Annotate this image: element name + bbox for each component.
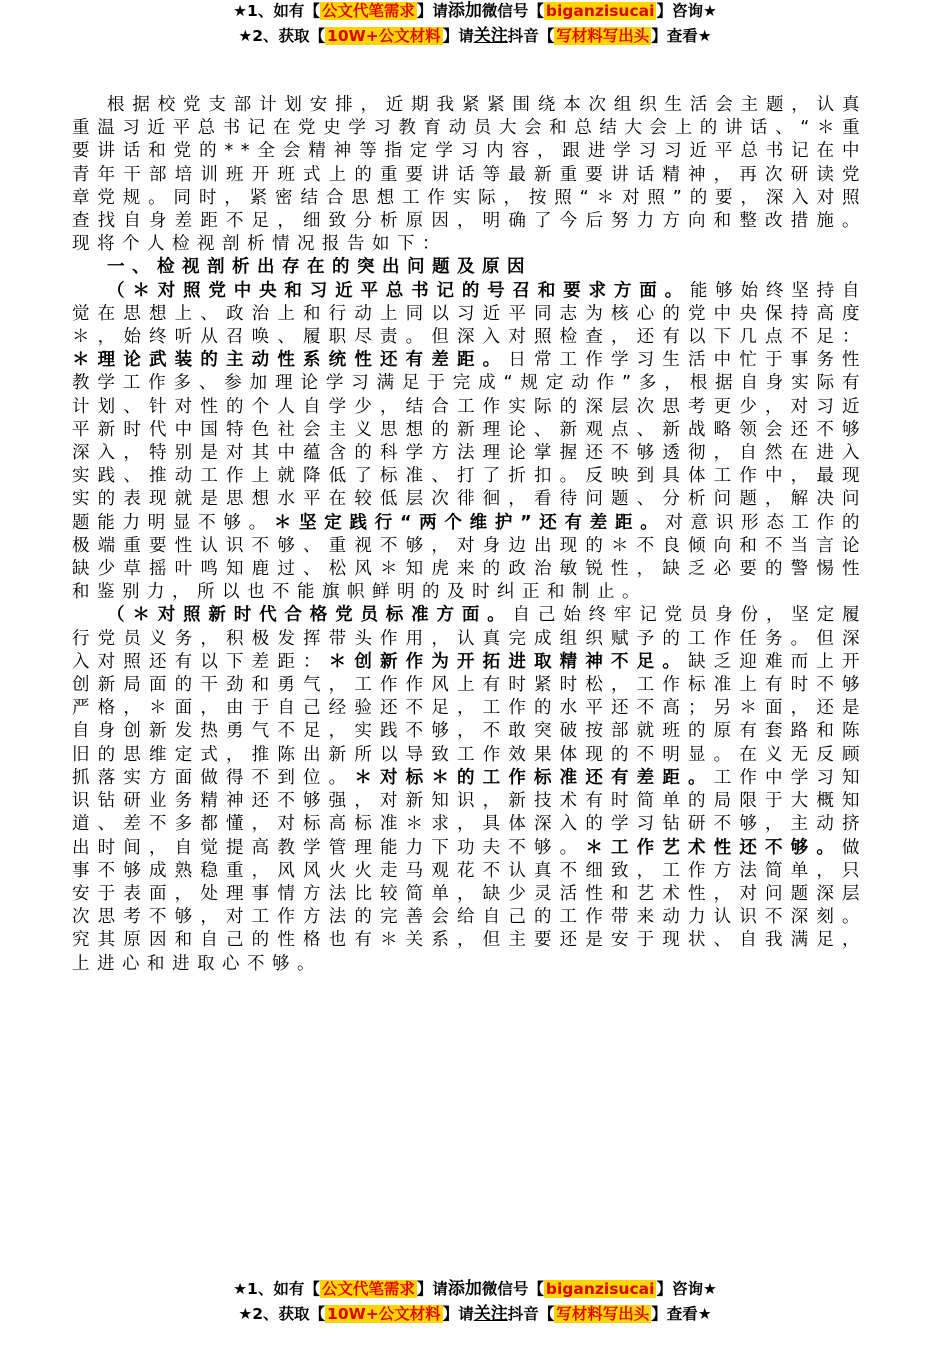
paragraph-text: 能够始终坚持自觉在思想上、政治上和行动上同以习近平同志为核心的党中央保持高度＊，始终听从召唤、履职尽责。但深入对照检查，还有以下几点不足： bbox=[72, 280, 868, 348]
highlight-wechat-id: biganzisucai bbox=[545, 2, 655, 20]
banner-text: 抖音【 bbox=[507, 1305, 555, 1323]
paragraph-text: 工作中学习知识钻研业务精神还不够强，对新知识，新技术有时简单的局限于大概知道、差不多都懂，对标高标准＊求，具体深入的学习钻研不够，主动挤出时间，自觉提高教学管理能力下功夫不够。 bbox=[72, 767, 868, 858]
paragraph-party-member-standard bbox=[72, 604, 867, 975]
paragraph-heading: （＊对照党中央和习近平总书记的号召和要求方面。 bbox=[107, 280, 690, 301]
highlight-materials: 10W+公文材料 bbox=[327, 27, 441, 45]
point-heading: ＊工作艺术性还不够。 bbox=[585, 837, 843, 858]
paragraph-text: 日常工作学习生活中忙于事务性教学工作多、参加理论学习满足于完成“规定动作”多，根据自身实际有计划、针对性的个人自学少，结合工作实际的深层次思考更少，对习近平新时代中国特色社会主义思想的新理论、新观点、新战略领会还不够深入，特别是对其中蕴含的科学方法理论掌握还不够透彻，自然在进入实践、推动工作上就降低了标准、打了折扣。反映到具体工作中，最现实的表现就是思想水平在较低层次徘徊，看待问题、分析问题，解决问题能力明显不够。 bbox=[72, 350, 868, 533]
banner-text: 关注 bbox=[473, 26, 508, 46]
highlight-materials: 10W+公文材料 bbox=[327, 1305, 441, 1323]
banner-text: 】咨询★ bbox=[656, 2, 717, 20]
banner-text: ★2、获取【 bbox=[238, 27, 326, 45]
highlight-douyin: 写材料写出头 bbox=[556, 27, 650, 45]
banner-text: ★1、如有【 bbox=[233, 2, 320, 20]
banner-text: 】请 bbox=[442, 27, 474, 45]
paragraph-text: 做事不够成熟稳重，风风火火走马观花不认真不细致，工作方法简单，只安于表面，处理事情方法比较简单，缺少灵活性和艺术性，对问题深层次思考不够，对工作方法的完善会给自己的工作带来动力认识不深刻。究其原因和自己的性格也有＊关系，但主要还是安于现状、自我满足，上进心和进取心不够。 bbox=[72, 837, 868, 974]
point-heading: ＊理论武装的主动性系统性还有差距。 bbox=[72, 350, 509, 371]
highlight-wechat-id: biganzisucai bbox=[545, 1280, 655, 1298]
banner-text: 微信号【 bbox=[481, 2, 544, 20]
banner-line-2 bbox=[0, 1303, 950, 1325]
highlight-douyin: 写材料写出头 bbox=[556, 1305, 650, 1323]
paragraph-party-central bbox=[72, 280, 867, 605]
point-heading: ＊对标＊的工作标准还有差距。 bbox=[354, 767, 714, 788]
document-body bbox=[72, 94, 867, 976]
banner-text: ★1、如有【 bbox=[233, 1280, 320, 1298]
section-heading bbox=[72, 256, 867, 279]
banner-text: 】请 bbox=[416, 2, 448, 20]
banner-line-1 bbox=[0, 0, 950, 22]
banner-line-1 bbox=[0, 1278, 950, 1300]
paragraph-heading: （＊对照新时代合格党员标准方面。 bbox=[107, 605, 513, 626]
banner-text: 微信号【 bbox=[481, 1280, 544, 1298]
banner-text: 添加 bbox=[447, 1, 482, 21]
point-heading: ＊坚定践行“两个维护”还有差距。 bbox=[273, 512, 666, 533]
paragraph-text: 自己始终牢记党员身份，坚定履行党员义务，积极发挥带头作用，认真完成组织赋予的工作任务。但深入对照还有以下差距： bbox=[72, 605, 868, 672]
banner-text: 添加 bbox=[447, 1279, 482, 1299]
point-heading: ＊创新作为开拓进取精神不足。 bbox=[328, 651, 689, 672]
intro-paragraph: 根据校党支部计划安排，近期我紧紧围绕本次组织生活会主题，认真重温习近平总书记在党史学习教育动员大会和总结大会上的讲话、“＊重要讲话和党的**全会精神等指定学习内容，跟进学习习近平总书记在中青年干部培训班开班式上的重要讲话等最新重要讲话精神，再次研读党章党规。同时，紧密结合思想工作实际，按照“＊对照”的要，深入对照查找自身差距不足，细致分析原因，明确了今后努力方向和整改措施。现将个人检视剖析情况报告如下： bbox=[72, 95, 867, 255]
paragraph-text: 对意识形态工作的极端重要性认识不够、重视不够，对身边出现的＊不良倾向和不当言论缺少草摇叶鸣知鹿过、松风＊知虎来的政治敏锐性，缺乏必要的警惕性和鉴别力，所以也不能旗帜鲜明的及时纠正和制止。 bbox=[72, 512, 867, 603]
highlight-service: 公文代笔需求 bbox=[321, 1280, 415, 1298]
banner-text: 抖音【 bbox=[507, 27, 555, 45]
banner-text: 】请 bbox=[442, 1305, 474, 1323]
banner-line-2 bbox=[0, 25, 950, 47]
banner-text: 】查看★ bbox=[651, 27, 712, 45]
banner-text: ★2、获取【 bbox=[238, 1305, 326, 1323]
banner-text: 】咨询★ bbox=[656, 1280, 717, 1298]
paragraph-text: 缺乏迎难而上开创新局面的干劲和勇气，工作作风上有时紧时松，工作标准上有时不够严格，＊面，由于自己经验还不足，工作的水平还不高；另＊面，还是自身创新发热勇气不足，实践不够，不敢突破按部就班的原有套路和陈旧的思维定式，推陈出新所以导致工作效果体现的不明显。在义无反顾抓落实方面做得不到位。 bbox=[72, 651, 868, 788]
banner-text: 关注 bbox=[473, 1304, 508, 1324]
banner-text: 】查看★ bbox=[651, 1305, 712, 1323]
highlight-service: 公文代笔需求 bbox=[321, 2, 415, 20]
banner-text: 】请 bbox=[416, 1280, 448, 1298]
section-heading-text: 一、检视剖析出存在的突出问题及原因 bbox=[107, 257, 532, 278]
